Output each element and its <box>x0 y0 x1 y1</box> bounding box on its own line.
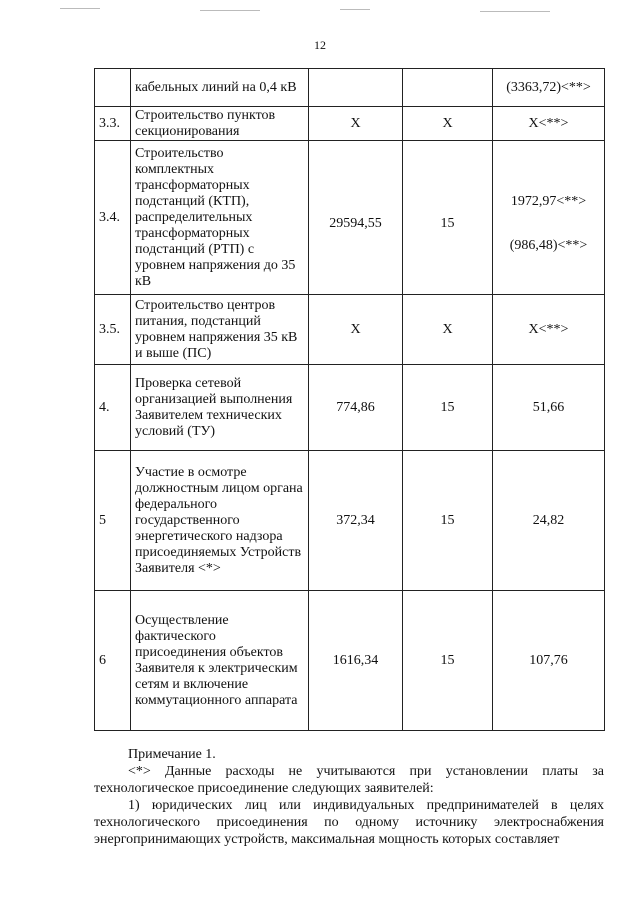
row-number: 3.5. <box>95 295 131 365</box>
notes-paragraph: 1) юридических лиц или индивидуальных предпринимателей в целях технологического присоединения по одному источнику электроснабжения энергопринимающих устройств, максимальная мощность которых составляет <box>94 798 604 847</box>
notes-section <box>94 746 604 848</box>
row-description: Участие в осмотре должностным лицом органа федерального государственного энергетического надзора присоединяемых Устройств Заявителя <*> <box>131 451 309 591</box>
table-row <box>95 451 605 591</box>
row-number: 4. <box>95 365 131 451</box>
row-cost <box>309 69 403 107</box>
row-years: 15 <box>403 141 493 295</box>
row-cost: 372,34 <box>309 451 403 591</box>
row-rate <box>493 69 605 107</box>
row-rate <box>493 591 605 731</box>
row-description: Строительство комплектных трансформаторных подстанций (КТП), распределительных трансформаторных подстанций (РТП) с уровнем напряжения до 35 кВ <box>131 141 309 295</box>
row-years <box>403 69 493 107</box>
row-years: 15 <box>403 591 493 731</box>
rate-value: X<**> <box>528 321 569 337</box>
row-description: кабельных линий на 0,4 кВ <box>131 69 309 107</box>
row-cost: 1616,34 <box>309 591 403 731</box>
row-number <box>95 69 131 107</box>
row-description: Строительство пунктов секционирования <box>131 107 309 141</box>
row-cost: X <box>309 295 403 365</box>
row-description: Проверка сетевой организацией выполнения Заявителем технических условий (ТУ) <box>131 365 309 451</box>
notes-title: Примечание 1. <box>128 747 216 762</box>
row-rate <box>493 107 605 141</box>
row-rate <box>493 295 605 365</box>
scan-artifact <box>200 10 260 11</box>
scan-artifact <box>60 8 100 9</box>
row-years: 15 <box>403 365 493 451</box>
row-number: 3.3. <box>95 107 131 141</box>
table-row <box>95 591 605 731</box>
table-row <box>95 141 605 295</box>
row-number: 3.4. <box>95 141 131 295</box>
row-cost: 29594,55 <box>309 141 403 295</box>
tariff-table <box>94 68 605 731</box>
row-years: X <box>403 107 493 141</box>
rate-value: 51,66 <box>532 399 565 415</box>
rate-value: 1972,97<**> <box>510 193 587 209</box>
rate-value: X<**> <box>528 115 569 131</box>
rate-value: 107,76 <box>529 652 568 668</box>
scan-artifact <box>340 9 370 10</box>
notes-paragraph: <*> Данные расходы не учитываются при установлении платы за технологическое присоединение следующих заявителей: <box>94 764 604 796</box>
table-row <box>95 107 605 141</box>
rate-value: (3363,72)<**> <box>506 79 591 95</box>
row-number: 5 <box>95 451 131 591</box>
row-number: 6 <box>95 591 131 731</box>
scan-artifact <box>480 11 550 12</box>
row-rate <box>493 141 605 295</box>
row-rate <box>493 365 605 451</box>
table-row <box>95 69 605 107</box>
row-rate <box>493 451 605 591</box>
row-description: Строительство центров питания, подстанций уровнем напряжения 35 кВ и выше (ПС) <box>131 295 309 365</box>
rate-value-reduced: (986,48)<**> <box>509 237 588 253</box>
row-description: Осуществление фактического присоединения объектов Заявителя к электрическим сетям и включение коммутационного аппарата <box>131 591 309 731</box>
page-number: 12 <box>314 38 326 52</box>
table-row <box>95 365 605 451</box>
rate-value: 24,82 <box>532 512 565 528</box>
row-cost: X <box>309 107 403 141</box>
row-cost: 774,86 <box>309 365 403 451</box>
table-row <box>95 295 605 365</box>
row-years: 15 <box>403 451 493 591</box>
row-years: X <box>403 295 493 365</box>
